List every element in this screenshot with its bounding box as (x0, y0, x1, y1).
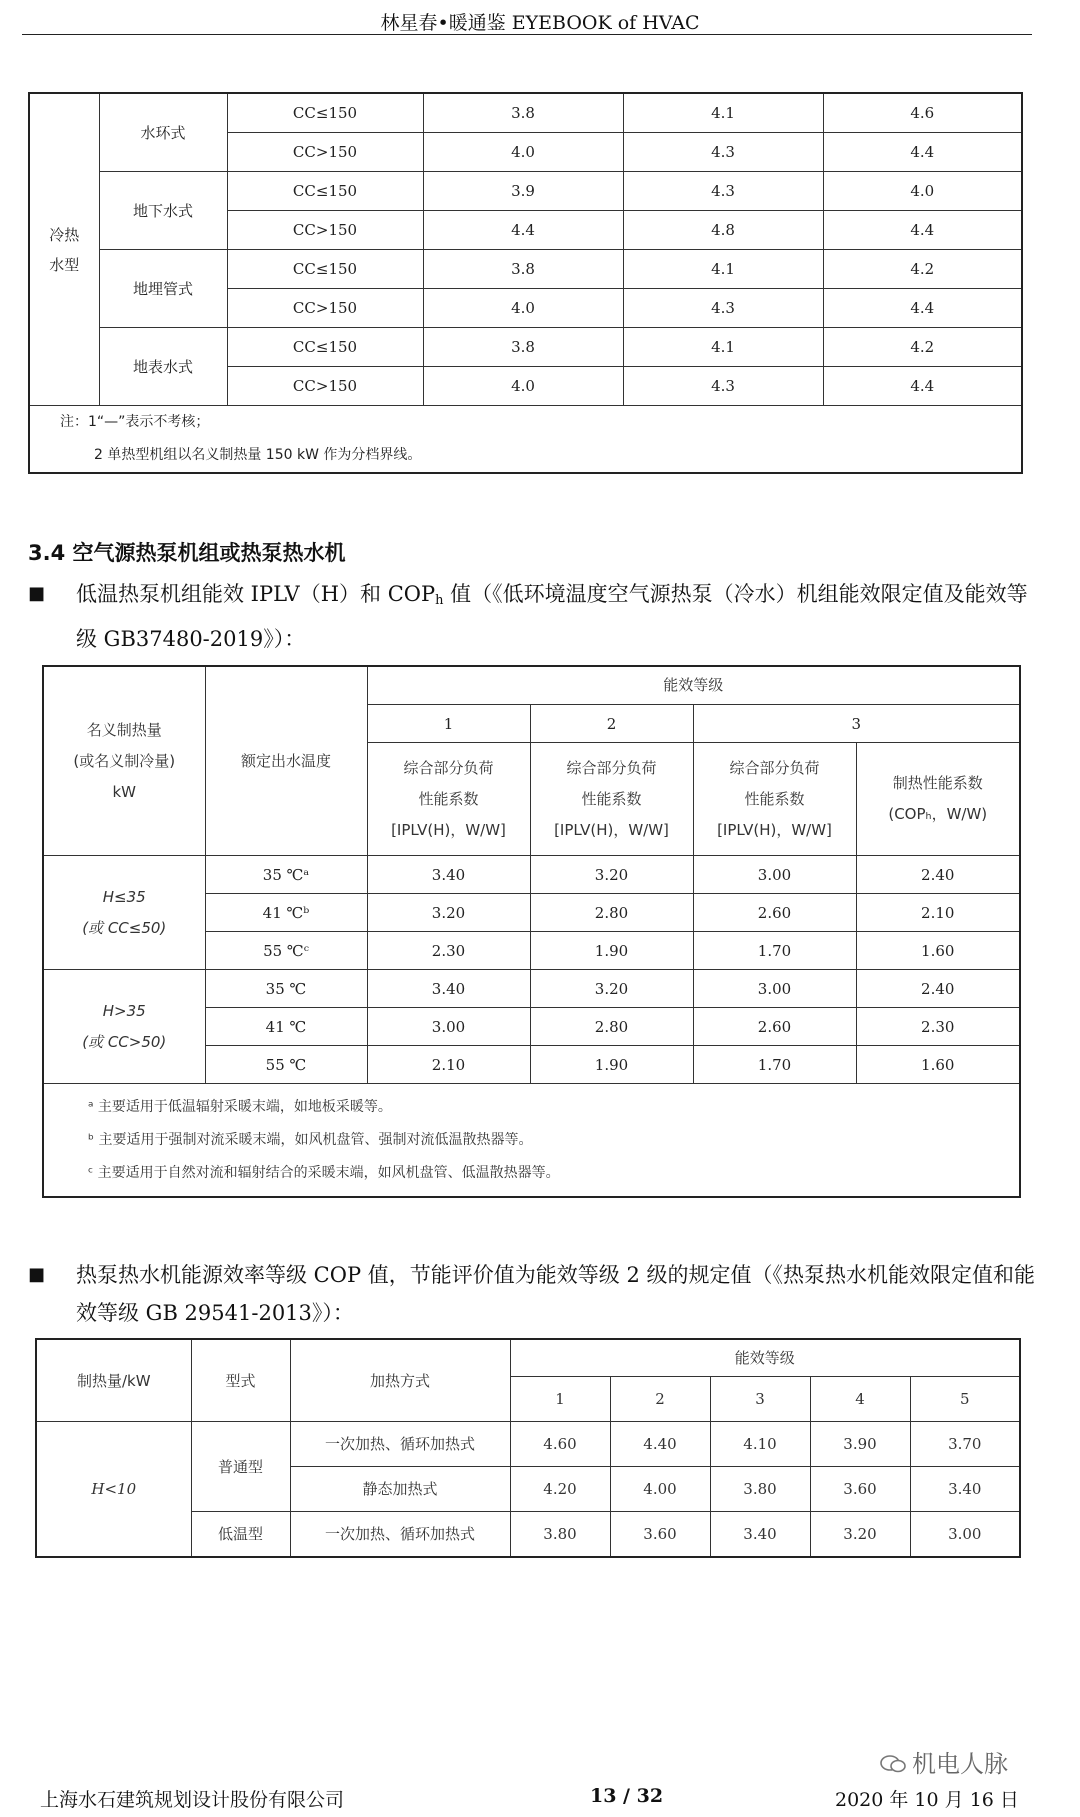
page-header (0, 0, 1080, 36)
bullet-icon: ■ (28, 1264, 46, 1285)
chat-bubble-icon (880, 1752, 906, 1772)
group-label: 冷热 水型 (29, 93, 99, 406)
type-cell: 地埋管式 (99, 250, 227, 328)
value-cell: 1.60 (856, 1046, 1020, 1084)
para-text: 热泵热水机能源效率等级 COP 值，节能评价值为能效等级 2 级的规定值（《热泵热水机能效限定值和能效等级 GB 29541-2013》）： (76, 1263, 1035, 1325)
type-cell: 地下水式 (99, 172, 227, 250)
cond-cell: CC>150 (227, 367, 423, 406)
para-text: 值（《低环境温度空气源热泵（冷水）机组能效限定值及能效等级 GB37480-2019》）： (76, 582, 1028, 651)
value-cell: 4.60 (510, 1422, 610, 1467)
type-cell: 低温型 (191, 1512, 290, 1558)
value-cell: 3.80 (510, 1512, 610, 1558)
value-cell: 3.60 (810, 1467, 910, 1512)
note-line: 注：1“—”表示不考核； (60, 414, 210, 430)
cond-cell: CC>150 (227, 133, 423, 172)
value-cell: 3.60 (610, 1512, 710, 1558)
bullet-icon: ■ (28, 583, 46, 604)
cop-header: 制热性能系数 (COPₕ，W/W) (856, 743, 1020, 856)
temp-cell: 55 ℃ (205, 1046, 367, 1084)
type-header: 型式 (191, 1339, 290, 1422)
table-note (29, 406, 1022, 474)
note-line: ᵇ 主要适用于强制对流采暖末端，如风机盘管、强制对流低温散热器等。 (88, 1131, 533, 1148)
note-line: ᵃ 主要适用于低温辐射采暖末端，如地板采暖等。 (88, 1098, 392, 1115)
note-line: 2 单热型机组以名义制热量 150 kW 作为分档界线。 (94, 447, 422, 463)
cond-cell: CC>150 (227, 211, 423, 250)
value-cell: 4.4 (823, 367, 1022, 406)
level-header: 4 (810, 1377, 910, 1422)
grade-header: 能效等级 (510, 1339, 1020, 1377)
value-cell: 2.30 (856, 1008, 1020, 1046)
type-cell: 普通型 (191, 1422, 290, 1512)
value-cell: 4.20 (510, 1467, 610, 1512)
group-label: H>35 (或 CC>50) (43, 970, 205, 1084)
value-cell: 3.00 (910, 1512, 1020, 1558)
value-cell: 3.8 (423, 93, 623, 133)
bullet-paragraph (28, 575, 1038, 658)
bullet-paragraph (28, 1256, 1038, 1332)
method-cell: 一次加热、循环加热式 (290, 1422, 510, 1467)
temp-cell: 55 ℃ᶜ (205, 932, 367, 970)
value-cell: 4.3 (623, 172, 823, 211)
iplv-header: 综合部分负荷 性能系数 [IPLV(H)，W/W] (367, 743, 530, 856)
value-cell: 4.0 (423, 289, 623, 328)
value-cell: 1.60 (856, 932, 1020, 970)
value-cell: 4.40 (610, 1422, 710, 1467)
value-cell: 4.6 (823, 93, 1022, 133)
type-cell: 地表水式 (99, 328, 227, 406)
level-header: 3 (710, 1377, 810, 1422)
value-cell: 2.80 (530, 894, 693, 932)
note-line: ᶜ 主要适用于自然对流和辐射结合的采暖末端，如风机盘管、低温散热器等。 (88, 1164, 560, 1181)
level-header: 1 (367, 705, 530, 743)
temp-cell: 41 ℃ (205, 1008, 367, 1046)
value-cell: 4.0 (423, 133, 623, 172)
value-cell: 4.1 (623, 328, 823, 367)
capacity-header: 名义制热量 (或名义制冷量) kW (43, 666, 205, 856)
value-cell: 2.80 (530, 1008, 693, 1046)
method-header: 加热方式 (290, 1339, 510, 1422)
value-cell: 4.0 (423, 367, 623, 406)
value-cell: 2.40 (856, 856, 1020, 894)
footer-page-number: 13 / 32 (590, 1785, 664, 1807)
temp-header: 额定出水温度 (205, 666, 367, 856)
method-cell: 静态加热式 (290, 1467, 510, 1512)
header-rule (22, 34, 1032, 35)
footer-date: 2020 年 10 月 16 日 (835, 1789, 1019, 1811)
value-cell: 3.40 (367, 856, 530, 894)
value-cell: 4.4 (823, 211, 1022, 250)
value-cell: 1.70 (693, 932, 856, 970)
value-cell: 3.20 (367, 894, 530, 932)
water-source-table (28, 92, 1023, 474)
value-cell: 2.60 (693, 1008, 856, 1046)
level-header: 5 (910, 1377, 1020, 1422)
cond-cell: CC>150 (227, 289, 423, 328)
temp-cell: 41 ℃ᵇ (205, 894, 367, 932)
watermark (880, 1744, 1008, 1779)
value-cell: 3.9 (423, 172, 623, 211)
value-cell: 3.20 (530, 856, 693, 894)
level-header: 2 (610, 1377, 710, 1422)
level-header: 3 (693, 705, 1020, 743)
value-cell: 4.00 (610, 1467, 710, 1512)
cond-cell: CC≤150 (227, 93, 423, 133)
value-cell: 2.40 (856, 970, 1020, 1008)
iplv-header: 综合部分负荷 性能系数 [IPLV(H)，W/W] (530, 743, 693, 856)
group-label: H≤35 (或 CC≤50) (43, 856, 205, 970)
value-cell: 2.60 (693, 894, 856, 932)
value-cell: 2.30 (367, 932, 530, 970)
value-cell: 1.90 (530, 932, 693, 970)
value-cell: 3.00 (693, 856, 856, 894)
value-cell: 3.00 (367, 1008, 530, 1046)
level-header: 1 (510, 1377, 610, 1422)
value-cell: 1.70 (693, 1046, 856, 1084)
value-cell: 4.10 (710, 1422, 810, 1467)
value-cell: 4.4 (823, 289, 1022, 328)
value-cell: 3.20 (530, 970, 693, 1008)
value-cell: 3.8 (423, 328, 623, 367)
value-cell: 4.4 (823, 133, 1022, 172)
section-title: 3.4 空气源热泵机组或热泵热水机 (28, 541, 346, 565)
para-subscript: h (435, 593, 444, 608)
type-cell: 水环式 (99, 93, 227, 172)
iplv-header: 综合部分负荷 性能系数 [IPLV(H)，W/W] (693, 743, 856, 856)
value-cell: 3.80 (710, 1467, 810, 1512)
value-cell: 3.8 (423, 250, 623, 289)
watermark-text: 机电人脉 (912, 1750, 1008, 1778)
value-cell: 4.8 (623, 211, 823, 250)
para-text: 低温热泵机组能效 IPLV（H）和 COP (76, 582, 436, 606)
temp-cell: 35 ℃ (205, 970, 367, 1008)
grade-header: 能效等级 (367, 666, 1020, 705)
value-cell: 4.3 (623, 133, 823, 172)
cond-cell: CC≤150 (227, 328, 423, 367)
value-cell: 3.90 (810, 1422, 910, 1467)
cond-cell: CC≤150 (227, 172, 423, 211)
value-cell: 4.3 (623, 367, 823, 406)
value-cell: 3.70 (910, 1422, 1020, 1467)
value-cell: 2.10 (856, 894, 1020, 932)
low-temp-heat-pump-table (42, 665, 1021, 1198)
value-cell: 2.10 (367, 1046, 530, 1084)
value-cell: 4.4 (423, 211, 623, 250)
value-cell: 3.40 (910, 1467, 1020, 1512)
value-cell: 3.00 (693, 970, 856, 1008)
value-cell: 3.40 (710, 1512, 810, 1558)
value-cell: 4.1 (623, 93, 823, 133)
value-cell: 3.20 (810, 1512, 910, 1558)
value-cell: 4.3 (623, 289, 823, 328)
method-cell: 一次加热、循环加热式 (290, 1512, 510, 1558)
value-cell: 4.0 (823, 172, 1022, 211)
value-cell: 4.2 (823, 250, 1022, 289)
header-title: 林星春•暖通鉴 EYEBOOK of HVAC (380, 12, 700, 34)
value-cell: 3.40 (367, 970, 530, 1008)
table-notes (43, 1084, 1020, 1198)
value-cell: 1.90 (530, 1046, 693, 1084)
cond-cell: CC≤150 (227, 250, 423, 289)
level-header: 2 (530, 705, 693, 743)
footer-company: 上海水石建筑规划设计股份有限公司 (40, 1789, 345, 1811)
value-cell: 4.1 (623, 250, 823, 289)
group-label: H<10 (36, 1422, 191, 1558)
hot-water-heat-pump-table (35, 1338, 1021, 1558)
capacity-header: 制热量/kW (36, 1339, 191, 1422)
value-cell: 4.2 (823, 328, 1022, 367)
temp-cell: 35 ℃ᵃ (205, 856, 367, 894)
